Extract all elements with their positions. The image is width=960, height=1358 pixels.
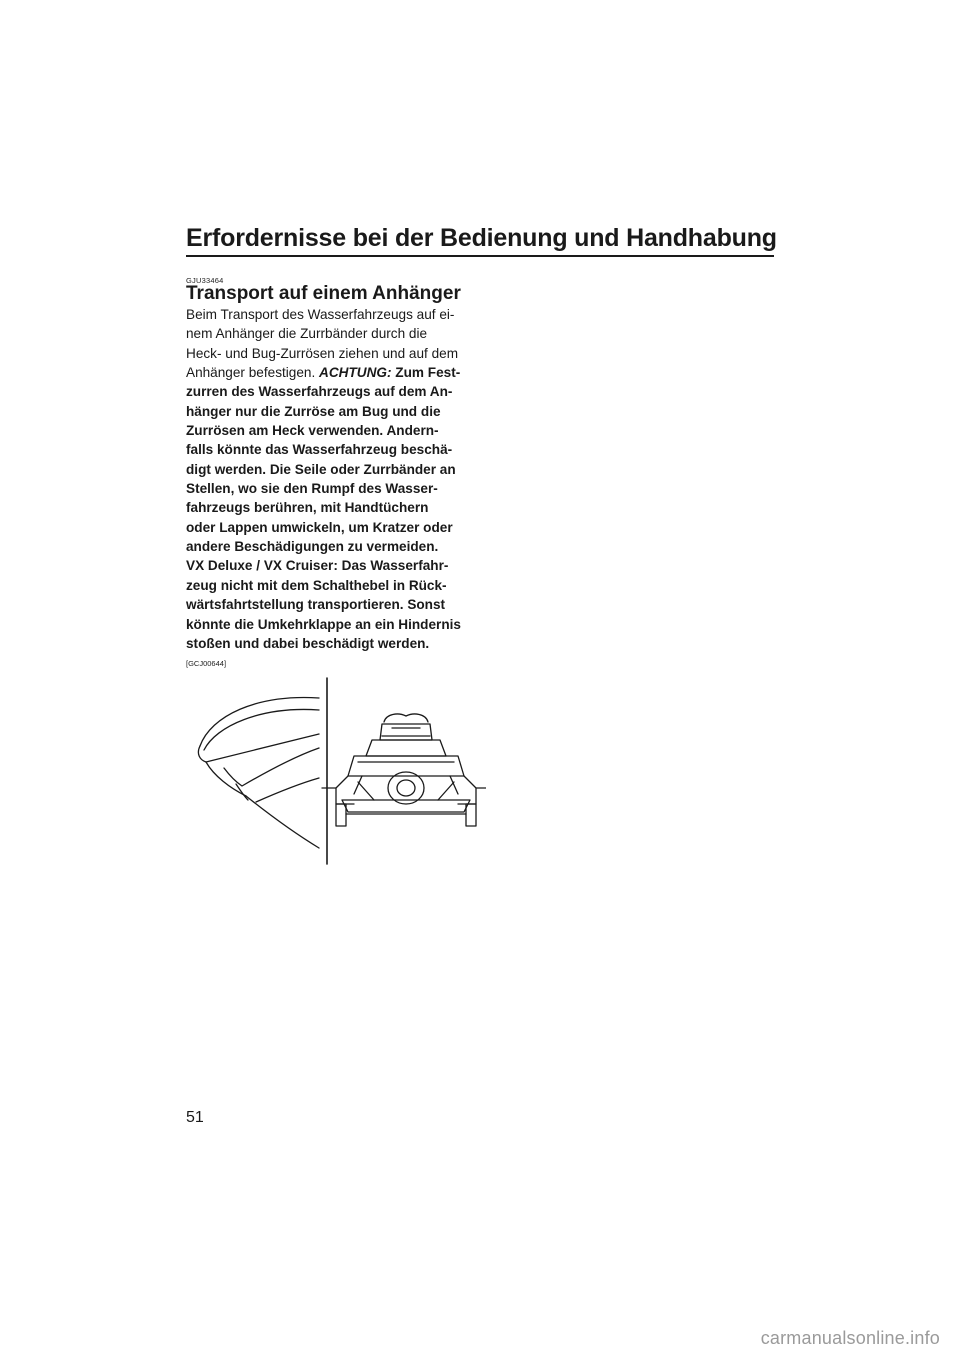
body-line: Heck- und Bug-Zurrösen ziehen und auf dem [186,345,459,361]
caution-line: Zurrösen am Heck verwenden. Andern- [186,423,439,439]
body-line: Beim Transport des Wasserfahrzeugs auf ei- [186,307,455,322]
illustration-svg [186,676,486,866]
body-line: nem Anhänger die Zurrbänder durch die [186,326,428,342]
caution-label: ACHTUNG: [319,365,392,381]
bow-closeup [198,698,319,848]
body-text-normal: Anhänger befestigen. [186,365,320,381]
caution-line: falls könnte das Wasserfahrzeug beschä- [186,442,453,458]
caution-line: andere Beschädigungen zu vermeiden. [186,539,439,555]
body-line-mixed [186,363,470,382]
section-body [186,305,470,653]
page-header-title: Erfordernisse bei der Bedienung und Handhabung [186,224,777,252]
section-code: GJU33464 [186,276,224,285]
caution-line: zurren des Wasserfahrzeugs auf dem An- [186,384,453,400]
trailer-rear-view [322,714,486,826]
caution-line: fahrzeugs berühren, mit Handtüchern [186,500,429,516]
footer-watermark: carmanualsonline.info [760,1328,940,1348]
caution-line: könnte die Umkehrklappe an ein Hindernis [186,616,461,632]
section-title: Transport auf einem Anhänger [186,283,461,304]
trailer-illustration [186,676,486,866]
caution-line: digt werden. Die Seile oder Zurrbänder an [186,461,456,477]
header-rule [186,255,774,257]
caution-line: wärtsfahrtstellung transportieren. Sonst [186,597,446,613]
caution-text: Zum Fest- [391,365,461,381]
page-number: 51 [186,1109,204,1126]
caution-line: Stellen, wo sie den Rumpf des Wasser- [186,481,438,497]
caution-line: stoßen und dabei beschädigt werden. [186,635,430,651]
caution-line: zeug nicht mit dem Schalthebel in Rück- [186,577,447,593]
caution-line: VX Deluxe / VX Cruiser: Das Wasserfahr- [186,558,449,574]
caution-ref-code: [GCJ00644] [186,659,227,668]
caution-line: oder Lappen umwickeln, um Kratzer oder [186,519,453,535]
caution-line: hänger nur die Zurröse am Bug und die [186,403,441,419]
